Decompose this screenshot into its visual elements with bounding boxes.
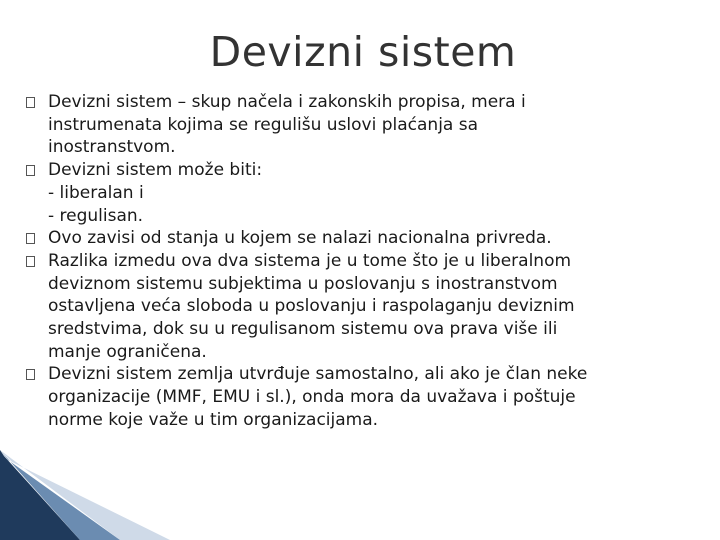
bullet-line: Devizni sistem može biti:: [48, 160, 263, 181]
bullet-item: [22, 250, 702, 364]
bullet-line: deviznom sistemu subjektima u poslovanju s inostranstvom: [48, 273, 558, 294]
bullet-line: manje ograničena.: [48, 341, 207, 362]
bullet-line: Ovo zavisi od stanja u kojem se nalazi nacionalna privreda.: [48, 228, 552, 249]
bullet-line: instrumenata kojima se regulišu uslovi plaćanja sa: [48, 114, 479, 135]
bullet-square-icon: [26, 165, 35, 176]
bullet-line: - liberalan i: [48, 182, 144, 203]
bullet-line: ostavljena veća sloboda u poslovanju i raspolaganju deviznim: [48, 296, 575, 317]
bullet-line: organizacije (MMF, EMU i sl.), onda mora da uvažava i poštuje: [48, 387, 576, 408]
bullet-square-icon: [26, 256, 35, 267]
bullet-square-icon: [26, 233, 35, 244]
bullet-line: Devizni sistem zemlja utvrđuje samostalno, ali ako je član neke: [48, 364, 588, 385]
bullet-square-icon: [26, 97, 35, 108]
bullet-item: [22, 91, 702, 159]
bullet-line: Devizni sistem – skup načela i zakonskih propisa, mera i: [48, 92, 526, 112]
bullet-line: Razlika izmedu ova dva sistema je u tome što je u liberalnom: [48, 250, 572, 271]
bullet-line: norme koje važe u tim organizacijama.: [48, 409, 379, 430]
slide-title: Devizni sistem: [209, 28, 517, 76]
bullet-list: [22, 91, 702, 432]
bullet-item: [22, 363, 702, 431]
bullet-item: [22, 159, 702, 227]
bullet-line: - regulisan.: [48, 205, 144, 226]
bullet-line: sredstvima, dok su u regulisanom sistemu ova prava više ili: [48, 319, 558, 340]
corner-decoration: [0, 450, 720, 540]
bullet-item: [22, 227, 702, 250]
bullet-square-icon: [26, 369, 35, 380]
bullet-line: inostranstvom.: [48, 137, 176, 158]
